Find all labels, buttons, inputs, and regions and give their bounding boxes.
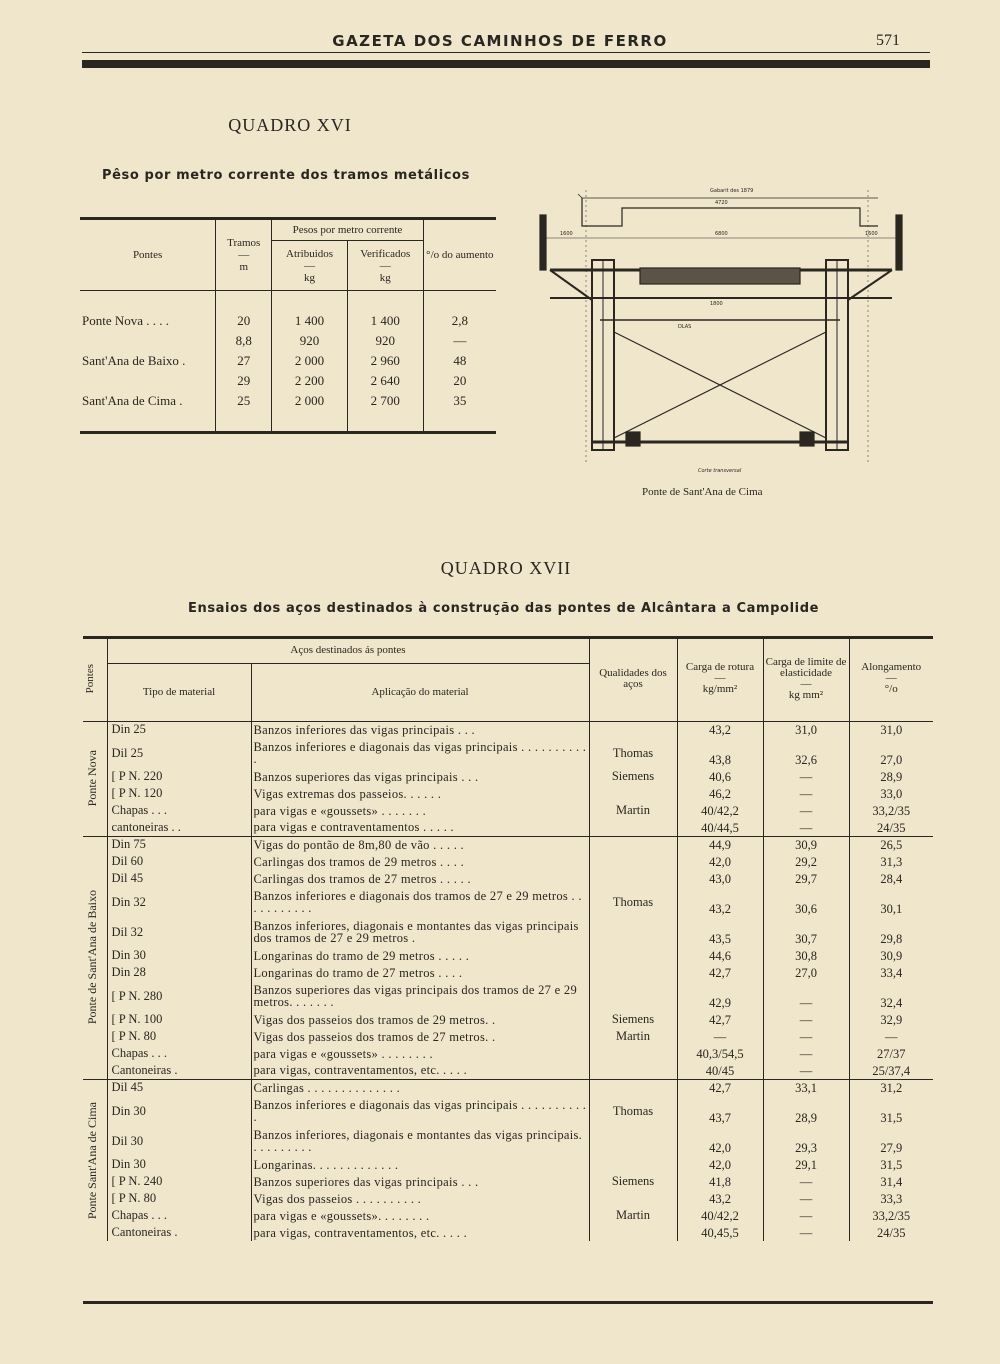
row-tipo: Chapas . . . <box>107 802 251 819</box>
row-aplicacao: Longarinas. . . . . . . . . . . . . <box>251 1156 589 1173</box>
figure-caption: Ponte de Sant'Ana de Cima <box>642 486 763 498</box>
row-tipo: [ P N. 100 <box>107 1011 251 1028</box>
row-tramos: 27 <box>216 351 272 371</box>
header-rule-thick <box>82 60 930 68</box>
row-tipo: cantoneiras . . <box>107 819 251 836</box>
drawing-label: 4720 <box>715 200 728 206</box>
row-qualidade: Thomas <box>589 1096 677 1126</box>
drawing-label: 1600 <box>865 231 878 237</box>
row-qualidade <box>589 1190 677 1207</box>
row-tipo: [ P N. 280 <box>107 981 251 1011</box>
row-limite: 30,7 <box>763 917 849 947</box>
drawing-label: Gabarit des 1879 <box>710 188 754 194</box>
row-limite: 27,0 <box>763 964 849 981</box>
row-limite: — <box>763 1190 849 1207</box>
row-rotura: 46,2 <box>677 785 763 802</box>
row-aplicacao: Banzos superiores das vigas principais . . . <box>251 768 589 785</box>
row-qualidade <box>589 917 677 947</box>
row-aplicacao: para vigas e «goussets» . . . . . . . . <box>251 1045 589 1062</box>
row-qualidade <box>589 836 677 853</box>
table-row <box>83 1079 933 1096</box>
row-alongamento: 33,4 <box>880 966 903 980</box>
row-aplicacao: para vigas e «goussets». . . . . . . . <box>251 1207 589 1224</box>
row-limite: 30,6 <box>763 887 849 917</box>
row-limite: 33,1 <box>763 1079 849 1096</box>
col-acos: Aços destinados ás pontes <box>107 637 589 663</box>
row-rotura: 42,7 <box>677 964 763 981</box>
row-alongamento: 33,0 <box>880 787 903 801</box>
row-limite: 30,8 <box>763 947 849 964</box>
quadro-xvi-table <box>80 217 496 434</box>
row-qualidade: Martin <box>589 802 677 819</box>
row-rotura: 44,9 <box>677 836 763 853</box>
row-tipo: Din 25 <box>107 721 251 738</box>
row-tramos: 20 <box>216 311 272 331</box>
group-ponte-label <box>83 1079 107 1241</box>
row-limite: 29,1 <box>763 1156 849 1173</box>
row-tipo: Din 30 <box>107 1156 251 1173</box>
row-tipo: [ P N. 220 <box>107 768 251 785</box>
row-alongamento: 31,4 <box>880 1175 903 1189</box>
row-limite: — <box>763 1028 849 1045</box>
row-tipo: Cantoneiras . <box>107 1062 251 1079</box>
row-qualidade <box>589 853 677 870</box>
table-row <box>83 802 933 819</box>
row-alongamento: 33,2/35 <box>872 1209 911 1223</box>
row-rotura: 42,7 <box>677 1011 763 1028</box>
table-row <box>83 887 933 917</box>
row-tramos: 25 <box>216 391 272 411</box>
col-verificados-label: Verificados <box>360 247 411 260</box>
drawing-label: 1600 <box>560 231 573 237</box>
row-tipo: Chapas . . . <box>107 1045 251 1062</box>
table-row <box>83 853 933 870</box>
row-tipo: Dil 25 <box>107 738 251 768</box>
row-ponte: Sant'Ana de Cima . <box>80 391 216 411</box>
row-atribuidos: 920 <box>272 331 348 351</box>
row-qualidade <box>589 1062 677 1079</box>
row-alongamento: 24/35 <box>877 1226 906 1240</box>
row-aplicacao: Longarinas do tramo de 27 metros . . . . <box>251 964 589 981</box>
row-rotura: 43,8 <box>677 738 763 768</box>
row-qualidade: Thomas <box>589 738 677 768</box>
row-ponte: Sant'Ana de Baixo . <box>80 351 216 371</box>
row-atribuidos: 2 200 <box>272 371 348 391</box>
row-alongamento: 30,9 <box>880 949 903 963</box>
row-limite: — <box>763 1224 849 1241</box>
quadro-xvii-title: QUADRO XVII <box>440 558 572 578</box>
row-qualidade <box>589 1079 677 1096</box>
row-aumento: 48 <box>453 353 467 368</box>
row-aplicacao: Banzos inferiores e diagonais das vigas principais . . . . . . . . . . . <box>251 738 589 768</box>
table-row <box>83 917 933 947</box>
row-aumento: 20 <box>453 373 467 388</box>
col-atribuidos: Atribuidos — kg <box>272 241 348 291</box>
row-qualidade <box>589 981 677 1011</box>
drawing-label: 6800 <box>715 231 728 237</box>
table-row <box>83 964 933 981</box>
row-limite: — <box>763 819 849 836</box>
row-alongamento: 29,8 <box>880 932 903 946</box>
row-alongamento: 32,9 <box>880 1013 903 1027</box>
header-rule-thin <box>82 52 930 53</box>
row-tipo: [ P N. 240 <box>107 1173 251 1190</box>
row-rotura: 42,9 <box>677 981 763 1011</box>
row-alongamento: 27,0 <box>880 753 903 767</box>
row-alongamento: 30,1 <box>880 902 903 916</box>
row-verificados: 1 400 <box>347 311 423 331</box>
row-qualidade: Martin <box>589 1028 677 1045</box>
row-atribuidos: 2 000 <box>272 391 348 411</box>
row-tipo: Cantoneiras . <box>107 1224 251 1241</box>
row-rotura: 40/44,5 <box>677 819 763 836</box>
table-row <box>83 819 933 836</box>
row-verificados: 2 960 <box>347 351 423 371</box>
row-limite: — <box>763 1062 849 1079</box>
quadro-xvi-subtitle: Pêso por metro corrente dos tramos metálicos <box>102 168 470 183</box>
col-tramos: Tramos — m <box>216 219 272 291</box>
row-rotura: 42,0 <box>677 1156 763 1173</box>
row-alongamento: 27,9 <box>880 1141 903 1155</box>
row-qualidade <box>589 947 677 964</box>
table-row <box>83 1126 933 1156</box>
page-header-title: GAZETA DOS CAMINHOS DE FERRO <box>332 32 668 50</box>
row-qualidade: Siemens <box>589 768 677 785</box>
row-aplicacao: Carlingas . . . . . . . . . . . . . . <box>251 1079 589 1096</box>
quadro-xvii-subtitle: Ensaios dos aços destinados à construção das pontes de Alcântara a Campolide <box>188 601 820 616</box>
row-alongamento: 27/37 <box>877 1047 906 1061</box>
row-aplicacao: Vigas extremas dos passeios. . . . . . <box>251 785 589 802</box>
row-limite: 29,3 <box>763 1126 849 1156</box>
table-row <box>83 1096 933 1126</box>
col-limite: Carga de limite de elasticidade — kg mm² <box>763 637 849 721</box>
row-limite: 29,7 <box>763 870 849 887</box>
row-alongamento: 31,5 <box>880 1158 903 1172</box>
table-row <box>83 1190 933 1207</box>
q17-bottom-rule <box>83 1301 933 1304</box>
row-tipo: Dil 45 <box>107 1079 251 1096</box>
row-alongamento: 26,5 <box>849 836 933 853</box>
row-limite: — <box>763 1045 849 1062</box>
row-qualidade: Thomas <box>589 887 677 917</box>
row-aplicacao: Banzos inferiores das vigas principais . . . <box>251 721 589 738</box>
row-rotura: 43,7 <box>677 1096 763 1126</box>
table-row <box>83 1207 933 1224</box>
row-rotura: 40,3/54,5 <box>677 1045 763 1062</box>
row-aplicacao: Banzos superiores das vigas principais . . . <box>251 1173 589 1190</box>
row-rotura: 43,5 <box>677 917 763 947</box>
row-qualidade <box>589 1224 677 1241</box>
row-limite: — <box>763 785 849 802</box>
table-row <box>83 1173 933 1190</box>
col-pontes <box>83 637 107 721</box>
table-row <box>83 981 933 1011</box>
row-qualidade <box>589 819 677 836</box>
row-ponte <box>80 371 216 391</box>
col-tramos-label: Tramos <box>227 237 261 249</box>
row-limite: — <box>763 1173 849 1190</box>
group-ponte-label <box>83 836 107 1079</box>
row-aplicacao: para vigas, contraventamentos, etc. . . . . <box>251 1062 589 1079</box>
row-atribuidos: 2 000 <box>272 351 348 371</box>
col-rotura-label: Carga de rotura <box>685 661 755 674</box>
table-row <box>83 1011 933 1028</box>
col-limite-unit: kg mm² <box>788 688 824 701</box>
row-aplicacao: Longarinas do tramo de 29 metros . . . . . <box>251 947 589 964</box>
table-row <box>83 1028 933 1045</box>
row-rotura: 43,2 <box>677 721 763 738</box>
table-row <box>83 785 933 802</box>
row-rotura: 40/42,2 <box>677 1207 763 1224</box>
row-aplicacao: Banzos inferiores, diagonais e montantes das vigas principais dos tramos de 27 e 29 metros . <box>251 917 589 947</box>
row-tipo: Dil 30 <box>107 1126 251 1156</box>
row-tipo: Din 30 <box>107 1096 251 1126</box>
row-verificados: 2 700 <box>347 391 423 411</box>
row-rotura: 40/42,2 <box>677 802 763 819</box>
row-tipo: [ P N. 80 <box>107 1028 251 1045</box>
row-tipo: Chapas . . . <box>107 1207 251 1224</box>
row-limite: — <box>763 802 849 819</box>
row-aplicacao: para vigas, contraventamentos, etc. . . . . <box>251 1224 589 1241</box>
drawing-label: 1800 <box>710 301 723 307</box>
row-qualidade <box>589 785 677 802</box>
row-alongamento: 24/35 <box>877 820 906 835</box>
row-alongamento: 28,4 <box>880 872 903 886</box>
col-limite-label: Carga de limite de elasticidade <box>765 655 847 679</box>
bridge-cross-section-drawing <box>530 180 910 480</box>
row-aplicacao: Vigas dos passeios dos tramos de 27 metros. . <box>251 1028 589 1045</box>
col-pontes-label: Pontes <box>84 664 96 694</box>
row-alongamento: 33,3 <box>880 1192 903 1206</box>
col-alongamento-label: Alongamento <box>861 661 922 674</box>
row-qualidade <box>589 721 677 738</box>
drawing-small-caption: Corte transversal <box>698 468 742 474</box>
table-row <box>83 738 933 768</box>
col-alongamento-unit: °/o <box>884 683 898 696</box>
row-aplicacao: para vigas e «goussets» . . . . . . . <box>251 802 589 819</box>
col-pesos: Pesos por metro corrente <box>272 219 423 241</box>
row-aumento: 35 <box>453 393 467 408</box>
row-rotura: 41,8 <box>677 1173 763 1190</box>
row-tipo: Din 28 <box>107 964 251 981</box>
row-aplicacao: Carlingas dos tramos de 27 metros . . . . . <box>251 870 589 887</box>
row-qualidade <box>589 964 677 981</box>
table-row <box>83 836 933 853</box>
table-row <box>80 331 496 351</box>
row-aplicacao: Vigas dos passeios . . . . . . . . . . <box>251 1190 589 1207</box>
row-alongamento: 32,4 <box>880 996 903 1010</box>
table-row <box>80 311 496 331</box>
row-tipo: [ P N. 120 <box>107 785 251 802</box>
table-row <box>83 1156 933 1173</box>
row-tipo: Din 30 <box>107 947 251 964</box>
row-rotura: 42,0 <box>677 1126 763 1156</box>
group-ponte-text: Ponte Sant'Ana de Cima <box>85 1101 99 1219</box>
row-qualidade <box>589 1156 677 1173</box>
row-aumento: 2,8 <box>451 313 468 328</box>
row-alongamento: 31,3 <box>880 855 903 869</box>
row-tipo: Din 75 <box>107 836 251 853</box>
col-tipo: Tipo de material <box>107 663 251 721</box>
row-rotura: 40,45,5 <box>677 1224 763 1241</box>
col-aumento: °/o do aumento <box>423 219 496 291</box>
group-ponte-text: Ponte Nova <box>85 750 99 807</box>
row-alongamento: 31,5 <box>880 1111 903 1125</box>
row-limite: — <box>763 768 849 785</box>
col-rotura: Carga de rotura — kg/mm² <box>677 637 763 721</box>
col-alongamento: Alongamento — °/o <box>849 637 933 721</box>
row-ponte <box>80 331 216 351</box>
col-tramos-unit: m <box>239 261 248 273</box>
table-row <box>80 391 496 411</box>
table-row <box>80 371 496 391</box>
table-row <box>83 1224 933 1241</box>
row-tramos: 29 <box>216 371 272 391</box>
row-rotura: 44,6 <box>677 947 763 964</box>
row-verificados: 920 <box>347 331 423 351</box>
row-limite: 31,0 <box>763 721 849 738</box>
row-rotura: 40,6 <box>677 768 763 785</box>
col-verificados: Verificados — kg <box>347 241 423 291</box>
row-rotura: 42,7 <box>677 1079 763 1096</box>
col-rotura-unit: kg/mm² <box>702 683 738 696</box>
row-tipo: Dil 45 <box>107 870 251 887</box>
group-ponte-label <box>83 721 107 836</box>
row-rotura: 40/45 <box>677 1062 763 1079</box>
row-rotura: 43,2 <box>677 887 763 917</box>
row-alongamento: 25/37,4 <box>872 1063 911 1078</box>
row-tipo: [ P N. 80 <box>107 1190 251 1207</box>
row-rotura: 43,0 <box>677 870 763 887</box>
page-number: 571 <box>876 32 900 49</box>
row-alongamento: 31,2 <box>849 1079 933 1096</box>
row-limite: 30,9 <box>763 836 849 853</box>
row-alongamento: 28,9 <box>880 770 903 784</box>
row-rotura: — <box>677 1028 763 1045</box>
row-tipo: Dil 32 <box>107 917 251 947</box>
row-tramos: 8,8 <box>216 331 272 351</box>
row-limite: — <box>763 981 849 1011</box>
row-rotura: 42,0 <box>677 853 763 870</box>
row-tipo: Dil 60 <box>107 853 251 870</box>
row-alongamento: 31,0 <box>880 723 903 737</box>
col-qualidades: Qualidades dos aços <box>589 637 677 721</box>
row-limite: 32,6 <box>763 738 849 768</box>
table-row <box>83 768 933 785</box>
row-limite: — <box>763 1011 849 1028</box>
row-aplicacao: Vigas dos passeios dos tramos de 29 metros. . <box>251 1011 589 1028</box>
row-qualidade <box>589 870 677 887</box>
group-ponte-text: Ponte de Sant'Ana de Baixo <box>85 890 99 1025</box>
row-qualidade <box>589 1045 677 1062</box>
row-qualidade: Siemens <box>589 1011 677 1028</box>
row-aplicacao: Banzos inferiores e diagonais das vigas principais . . . . . . . . . . . <box>251 1096 589 1126</box>
row-aplicacao: Carlingas dos tramos de 29 metros . . . . <box>251 853 589 870</box>
quadro-xvii-table <box>83 637 933 1241</box>
row-limite: 28,9 <box>763 1096 849 1126</box>
row-rotura: 43,2 <box>677 1190 763 1207</box>
col-atribuidos-unit: kg <box>304 271 316 284</box>
col-verificados-unit: kg <box>379 271 391 284</box>
row-verificados: 2 640 <box>347 371 423 391</box>
row-qualidade: Martin <box>589 1207 677 1224</box>
row-aplicacao: para vigas e contraventamentos . . . . . <box>251 819 589 836</box>
row-aplicacao: Banzos superiores das vigas principais dos tramos de 27 e 29 metros. . . . . . . <box>251 981 589 1011</box>
row-ponte: Ponte Nova . . . . <box>80 311 216 331</box>
row-limite: 29,2 <box>763 853 849 870</box>
row-qualidade: Siemens <box>589 1173 677 1190</box>
row-alongamento: — <box>885 1030 898 1044</box>
table-row <box>83 1045 933 1062</box>
row-qualidade <box>589 1126 677 1156</box>
table-row <box>83 1062 933 1079</box>
table-row <box>83 721 933 738</box>
table-row <box>83 870 933 887</box>
table-row <box>83 947 933 964</box>
row-aplicacao: Banzos inferiores, diagonais e montantes das vigas principais. . . . . . . . . . <box>251 1126 589 1156</box>
row-tipo: Din 32 <box>107 887 251 917</box>
row-alongamento: 33,2/35 <box>872 804 911 818</box>
table-row <box>80 351 496 371</box>
row-atribuidos: 1 400 <box>272 311 348 331</box>
drawing-label: DLAS <box>678 324 692 330</box>
row-limite: — <box>763 1207 849 1224</box>
row-aplicacao: Vigas do pontão de 8m,80 de vão . . . . . <box>251 836 589 853</box>
col-pontes: Pontes <box>80 219 216 291</box>
quadro-xvi-title: QUADRO XVI <box>228 115 352 135</box>
row-aumento: — <box>453 333 467 348</box>
col-aplicacao: Aplicação do material <box>251 663 589 721</box>
col-atribuidos-label: Atribuidos <box>286 247 334 260</box>
row-aplicacao: Banzos inferiores e diagonais dos tramos de 27 e 29 metros . . . . . . . . . . . <box>251 887 589 917</box>
